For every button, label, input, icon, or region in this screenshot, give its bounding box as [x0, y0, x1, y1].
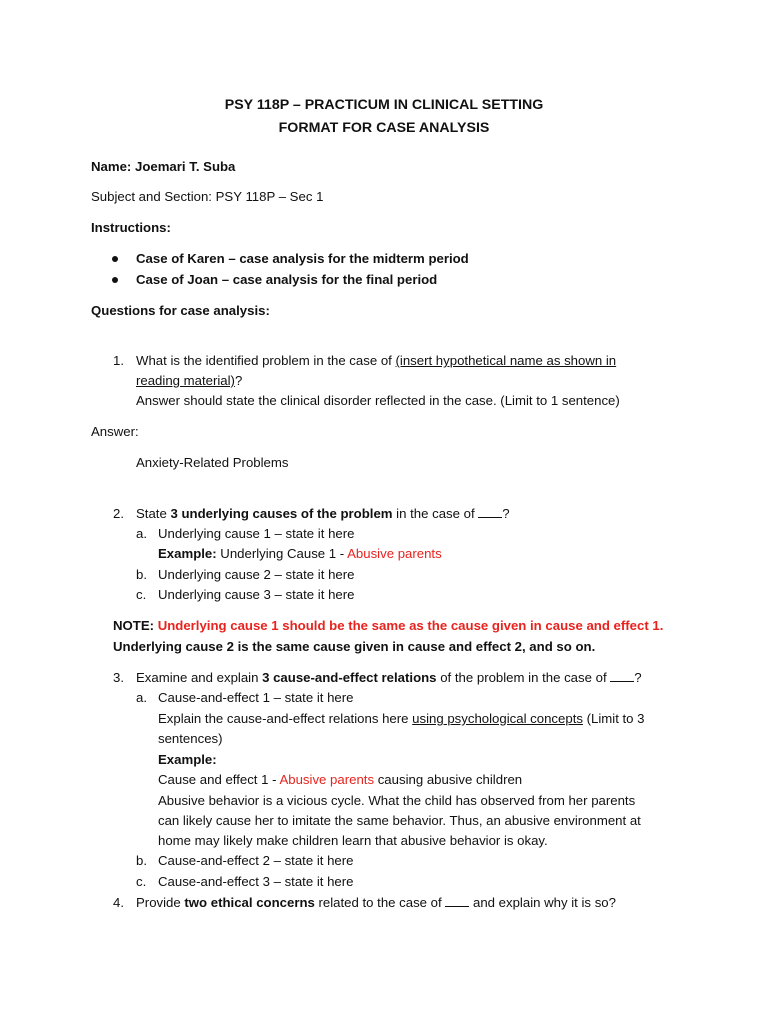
blank-line — [478, 506, 502, 518]
q2-item: Underlying cause 2 – state it here — [158, 567, 355, 582]
instruction-item: Case of Karen – case analysis for the midterm period — [136, 251, 469, 266]
q3-text: Examine and explain — [136, 670, 263, 685]
blank-line — [445, 895, 469, 907]
q4-bold-text: two ethical concerns — [184, 895, 315, 910]
document-title-line-1: PSY 118P – PRACTICUM IN CLINICAL SETTING — [224, 97, 544, 113]
q3-explain-limit: (Limit to 3 — [582, 711, 645, 726]
q2-item-marker: a. — [136, 526, 147, 541]
q2-bold-text: 3 underlying causes of the problem — [170, 506, 393, 521]
q3-example-paragraph-line: home may likely make children learn that abusive behavior is okay. — [158, 833, 548, 848]
q2-text-b: in the case of — [392, 506, 479, 521]
q2-item-marker: c. — [136, 587, 147, 602]
q1-line-2 — [136, 373, 242, 389]
bullet-icon — [112, 277, 118, 283]
q4-text-b: related to the case of — [314, 895, 446, 910]
q3-explain-underlined: using psychological concepts — [412, 711, 583, 726]
subject-section: Subject and Section: PSY 118P – Sec 1 — [91, 189, 324, 204]
q3-example-label: Example: — [158, 752, 217, 767]
q2-question-mark: ? — [502, 506, 510, 521]
q2-number: 2. — [113, 506, 124, 521]
q2-line — [136, 506, 510, 522]
instructions-heading: Instructions: — [91, 220, 171, 235]
name-line — [91, 159, 235, 175]
q3-example-paragraph-line: can likely cause her to imitate the same behavior. Thus, an abusive environment at — [158, 813, 641, 828]
q3-item: Cause-and-effect 3 – state it here — [158, 874, 354, 889]
q3-explain-line-1 — [158, 711, 645, 727]
q3-ce-text: Cause and effect 1 - — [158, 772, 280, 787]
q3-item: Cause-and-effect 2 – state it here — [158, 853, 354, 868]
q3-text-b: of the problem in the case of — [436, 670, 611, 685]
q1-question-mark: ? — [234, 373, 243, 388]
example-label: Example: — [158, 546, 217, 561]
q3-item-marker: b. — [136, 853, 147, 868]
q3-line — [136, 670, 642, 686]
bullet-icon — [112, 256, 118, 262]
q3-ce-text-b: causing abusive children — [374, 772, 523, 787]
q1-insert-name-note: (insert hypothetical name as shown in — [395, 353, 617, 368]
q3-ce-highlight: Abusive parents — [279, 772, 375, 787]
note-line-2: Underlying cause 2 is the same cause given in cause and effect 2, and so on. — [113, 639, 596, 654]
q1-line-1 — [136, 353, 616, 369]
q3-example-heading — [158, 772, 522, 788]
q1-answer-guideline: Answer should state the clinical disorder reflected in the case. (Limit to 1 sentence) — [136, 393, 620, 408]
q3-explain-text: Explain the cause-and-effect relations here — [158, 711, 413, 726]
q3-question-mark: ? — [634, 670, 642, 685]
note-highlight: Underlying cause 1 should be the same as the cause given in cause and effect 1. — [157, 618, 664, 633]
q4-text: Provide — [136, 895, 185, 910]
answer-label: Answer: — [91, 424, 139, 439]
questions-heading: Questions for case analysis: — [91, 303, 270, 318]
q2-example — [158, 546, 442, 562]
note-label: NOTE: — [113, 618, 158, 633]
q1-insert-name-note-cont: reading material) — [136, 373, 235, 388]
q3-example-paragraph-line: Abusive behavior is a vicious cycle. What the child has observed from her parents — [158, 793, 636, 808]
q1-number: 1. — [113, 353, 124, 368]
q1-text: What is the identified problem in the case of — [136, 353, 396, 368]
q3-bold-text: 3 cause-and-effect relations — [262, 670, 437, 685]
q4-number: 4. — [113, 895, 124, 910]
name-value: Joemari T. Suba — [134, 159, 236, 174]
q3-explain-line-2: sentences) — [158, 731, 223, 746]
document-title-line-2: FORMAT FOR CASE ANALYSIS — [278, 120, 490, 136]
q3-item-marker: a. — [136, 690, 147, 705]
q2-item: Underlying cause 1 – state it here — [158, 526, 355, 541]
example-highlight: Abusive parents — [347, 546, 442, 561]
q2-item: Underlying cause 3 – state it here — [158, 587, 355, 602]
name-label: Name: — [91, 159, 135, 174]
example-text: Underlying Cause 1 - — [216, 546, 348, 561]
q3-number: 3. — [113, 670, 124, 685]
note-line-1 — [113, 618, 663, 634]
q2-item-marker: b. — [136, 567, 147, 582]
q3-item: Cause-and-effect 1 – state it here — [158, 690, 354, 705]
q2-text: State — [136, 506, 171, 521]
q3-item-marker: c. — [136, 874, 147, 889]
q4-text-c: and explain why it is so? — [469, 895, 616, 910]
q4-line — [136, 895, 616, 911]
answer-value: Anxiety-Related Problems — [136, 455, 289, 470]
blank-line — [610, 670, 634, 682]
instruction-item: Case of Joan – case analysis for the final period — [136, 272, 438, 287]
